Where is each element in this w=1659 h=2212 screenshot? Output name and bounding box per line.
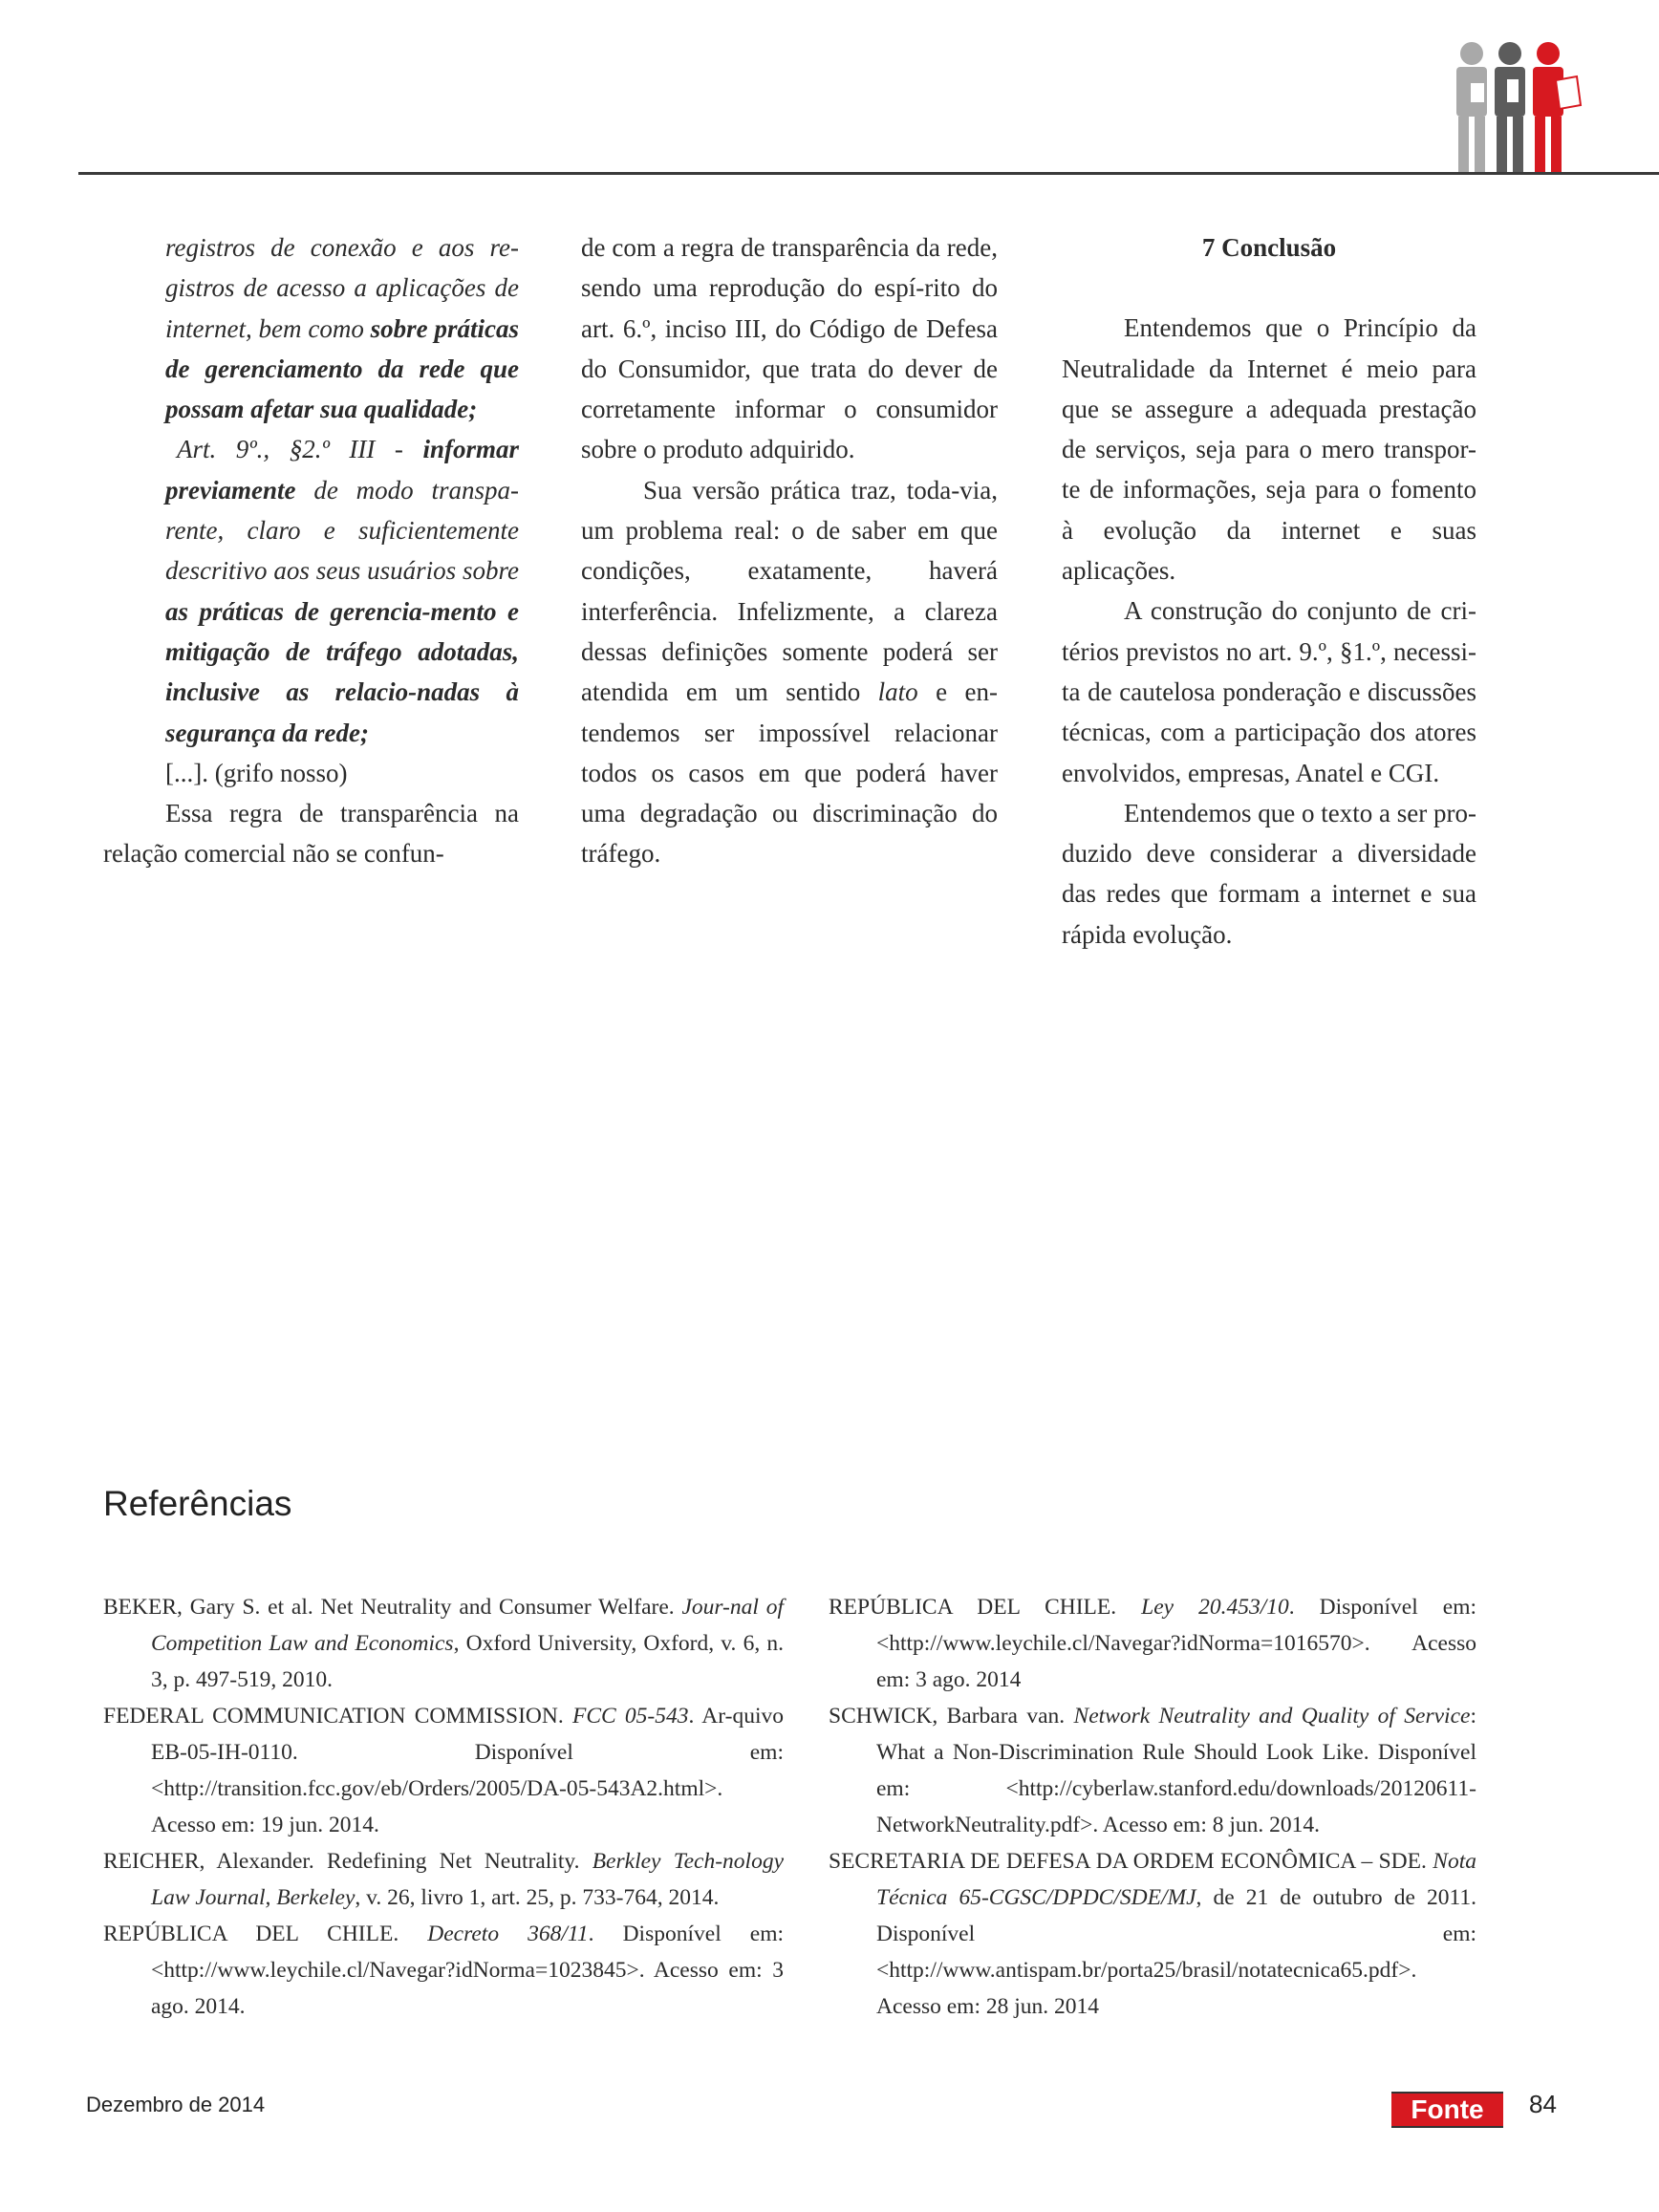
people-figures-icon xyxy=(1443,38,1586,172)
italic-term: lato xyxy=(877,677,918,707)
page-number: 84 xyxy=(1529,2090,1557,2118)
reference-title: Berkley Tech-nology Law Journal, Berkeley xyxy=(151,1849,784,1910)
body-paragraph: Entendemos que o Princípio da Neutralidade da Internet é meio para que se assegure a adequada prestação de serviços, seja para o mero transpor-te de informações, seja para o fomento à evolução da internet e suas aplicações. xyxy=(1062,313,1476,586)
reference-text: FEDERAL COMMUNICATION COMMISSION. xyxy=(103,1704,572,1729)
reference-text: . Disponível em: <http://www.leychile.cl/Navegar?idNorma=1023845>. Acesso em: 3 ago. 2014. xyxy=(151,1922,785,2019)
reference-text: SECRETARIA DE DEFESA DA ORDEM ECONÔMICA – SDE. xyxy=(829,1849,1433,1874)
footer-date: Dezembro de 2014 xyxy=(86,2093,266,2116)
reference-text: REPÚBLICA DEL CHILE. xyxy=(829,1595,1142,1620)
reference-item xyxy=(103,1698,784,1843)
reference-text: . Disponível em: <http://www.leychile.cl/Navegar?idNorma=1016570>. Acesso em: 3 ago. 2014 xyxy=(876,1595,1477,1692)
references-list-left xyxy=(103,1589,784,2025)
reference-text: BEKER, Gary S. et al. Net Neutrality and Consumer Welfare. xyxy=(103,1595,682,1620)
paragraph-text: e en-tendemos ser impossível relacionar todos os casos em que poderá haver uma degradação ou discriminação do tráfego. xyxy=(581,677,998,869)
quote-text: registros de conexão e aos re-gistros de acesso a aplicações de internet, bem como xyxy=(165,233,519,343)
text-column-3 xyxy=(1062,227,1476,955)
reference-title: FCC 05-543 xyxy=(571,1704,689,1729)
quote-bold-text: informar previamente xyxy=(165,435,519,505)
quote-text: de modo transpa-rente, claro e suficientemente descritivo aos seus usuários sobre xyxy=(165,475,519,586)
reference-title: Decreto 368/11 xyxy=(427,1922,589,1946)
reference-title: Jour-nal of Competition Law and Economics xyxy=(151,1595,784,1656)
quote-bold-text: sobre práticas de gerenciamento da rede que possam afetar sua qualidade; xyxy=(165,313,519,424)
body-paragraph: Essa regra de transparência na relação comercial não se confun- xyxy=(103,799,519,869)
reference-item xyxy=(103,1589,784,1698)
quote-bold-text: as práticas de gerencia-mento e mitigação de tráfego adotadas, inclusive as relacio-nadas à segurança da rede; xyxy=(165,596,519,747)
reference-text: : What a Non-Discrimination Rule Should Look Like. Disponível em: <http://cyberlaw.stanford.edu/downloads/20120611-NetworkNeutrality.pdf>. Acesso em: 8 jun. 2014. xyxy=(876,1704,1476,1837)
reference-title: Nota Técnica 65-CGSC/DPDC/SDE/MJ xyxy=(876,1849,1476,1910)
spacer xyxy=(1062,268,1476,308)
references-title: Referências xyxy=(103,1484,292,1523)
header-rule xyxy=(78,172,1659,175)
text-column-1 xyxy=(103,227,519,874)
body-paragraph: A construção do conjunto de cri-térios previstos no art. 9.º, §1.º, necessi-ta de cautelosa ponderação e discussões técnicas, com a participação dos atores envolvidos, empresas, Anatel e CGI. xyxy=(1062,596,1476,787)
reference-item xyxy=(829,1843,1476,2025)
section-heading: 7 Conclusão xyxy=(1201,233,1337,262)
reference-text: , Oxford University, Oxford, v. 6, n. 3, p. 497-519, 2010. xyxy=(151,1631,784,1692)
reference-text: REICHER, Alexander. Redefining Net Neutrality. xyxy=(103,1849,592,1874)
reference-item xyxy=(829,1589,1476,1698)
reference-item xyxy=(103,1916,784,2025)
quote-citation xyxy=(103,753,519,793)
reference-text: . Ar-quivo EB-05-IH-0110. Disponível em: <http://transition.fcc.gov/eb/Orders/2005/DA-05-543A2.html>. Acesso em: 19 jun. 2014. xyxy=(151,1704,784,1837)
references-list-right xyxy=(829,1589,1476,2025)
citation-text: [...]. (grifo nosso) xyxy=(165,758,348,787)
reference-text: REPÚBLICA DEL CHILE. xyxy=(103,1922,428,1946)
reference-text: SCHWICK, Barbara van. xyxy=(829,1704,1074,1729)
reference-text: , v. 26, livro 1, art. 25, p. 733-764, 2014. xyxy=(355,1885,720,1910)
quote-text: Art. 9º., §2.º III - xyxy=(177,435,423,464)
brand-logo: Fonte xyxy=(1391,2092,1503,2128)
reference-item xyxy=(829,1698,1476,1843)
paragraph-text: Sua versão prática traz, toda-via, um problema real: o de saber em que condições, exatamente, haverá interferência. Infelizmente, a clareza dessas definições somente poderá ser atendida em um sentido xyxy=(581,475,998,707)
body-paragraph: de com a regra de transparência da rede, sendo uma reprodução do espí-rito do art. 6.º, inciso III, do Código de Defesa do Consumidor, que trata do dever de corretamente informar o consumidor sobre o produto adquirido. xyxy=(581,233,998,464)
reference-text: , de 21 de outubro de 2011. Disponível em: <http://www.antispam.br/porta25/brasil/notatecnica65.pdf>. Acesso em: 28 jun. 2014 xyxy=(876,1885,1476,2019)
body-paragraph: Entendemos que o texto a ser pro-duzido deve considerar a diversidade das redes que formam a internet e sua rápida evolução. xyxy=(1062,798,1476,949)
reference-title: Ley 20.453/10 xyxy=(1141,1595,1289,1620)
reference-title: Network Neutrality and Quality of Service xyxy=(1073,1704,1471,1729)
quote-paragraph-1 xyxy=(103,227,519,429)
reference-item xyxy=(103,1843,784,1916)
quote-paragraph-2 xyxy=(103,429,519,752)
text-column-2 xyxy=(581,227,998,874)
body-paragraph xyxy=(581,470,998,874)
